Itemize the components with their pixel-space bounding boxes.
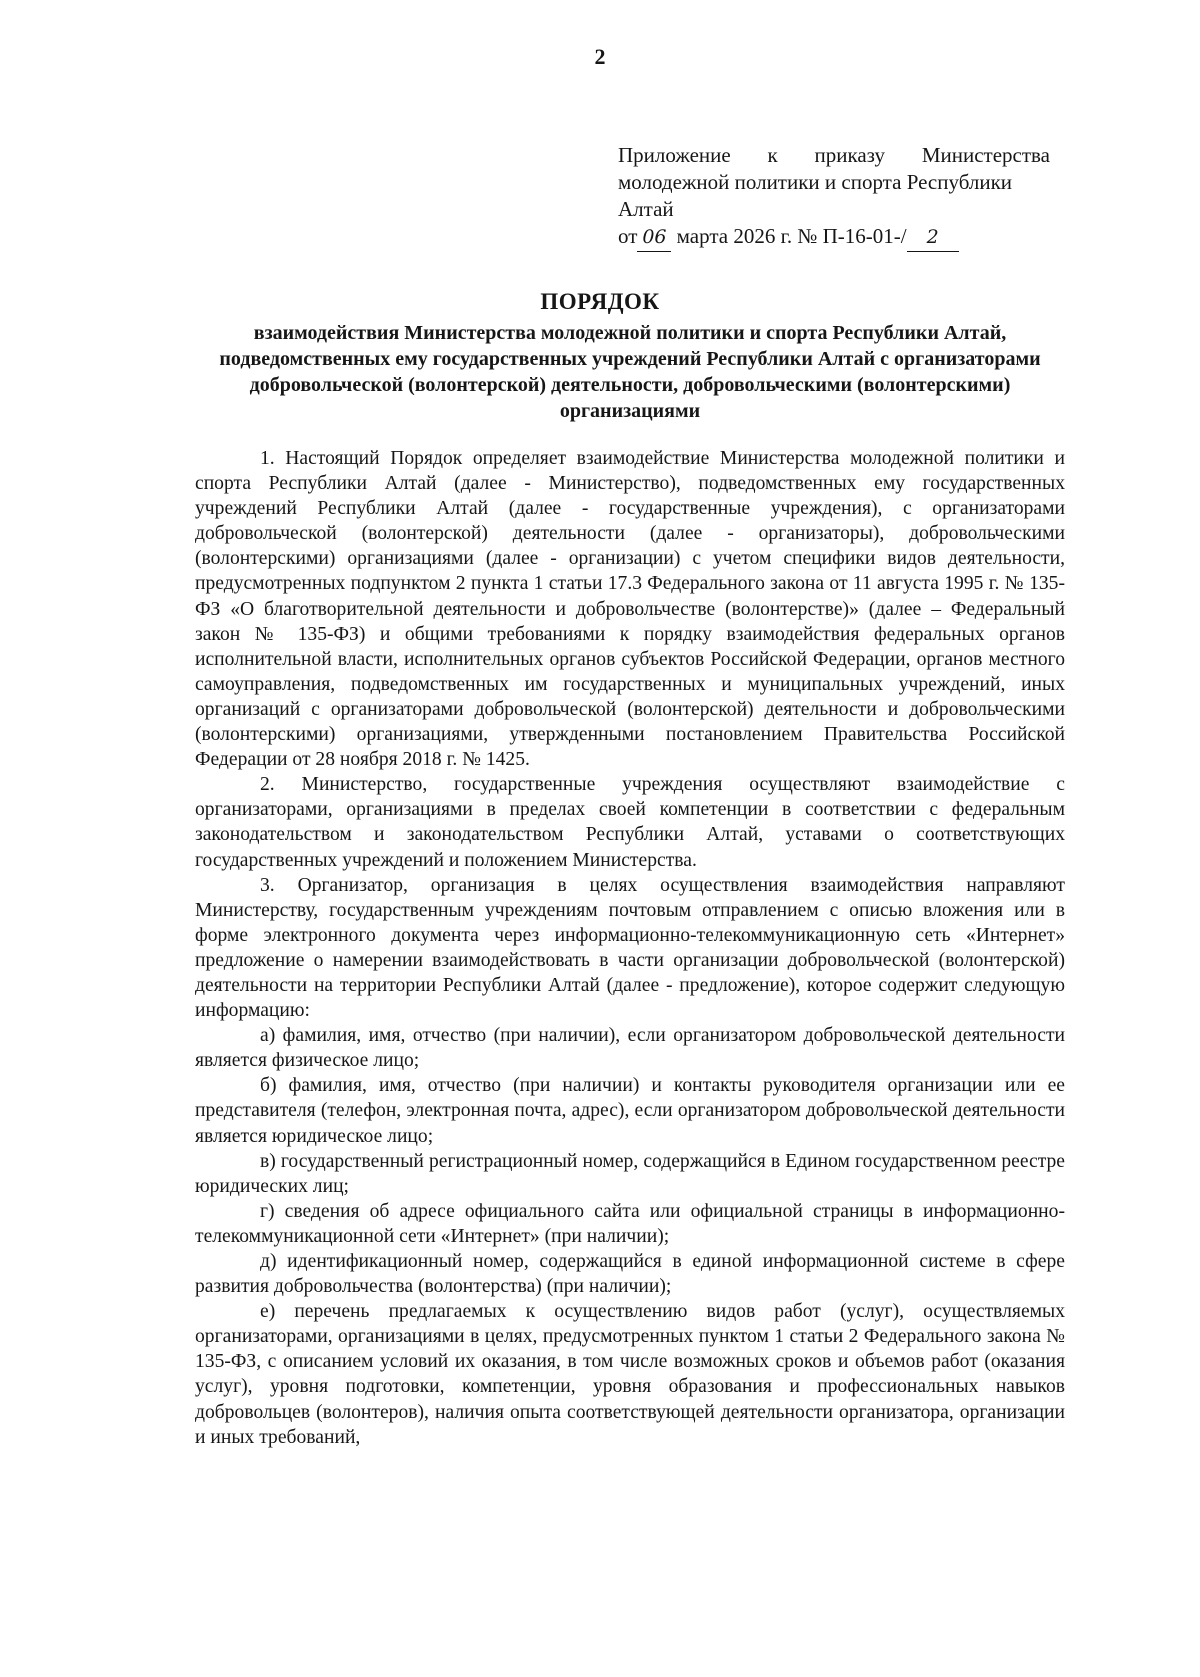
document-title: ПОРЯДОК [540,289,660,314]
paragraph-3: 3. Организатор, организация в целях осуществления взаимодействия направляют Министерству, государственным учреждениям почтовым отправлением с описью вложения или в форме электронного документа через информационно-телекоммуникационную сеть «Интернет» предложение о намерении взаимодействовать в части организации добровольческой (волонтерской) деятельности на территории Республики Алтай (далее - предложение), которое содержит следующую информацию: [195,874,1065,1022]
appendix-date-middle: марта 2026 г. № П-16-01-/ [676,224,907,248]
paragraph-3f: е) перечень предлагаемых к осуществлению видов работ (услуг), осуществляемых организаторами, организациями в целях, предусмотренных пунктом 1 статьи 2 Федерального закона № 135-ФЗ, с описанием условий их оказания, в том числе возможных сроков и объемов работ (оказания услуг), уровня подготовки, компетенции, уровня образования и профессиональных навыков добровольцев (волонтеров), наличия опыта соответствующей деятельности организатора, организации и иных требований, [195,1301,1065,1448]
paragraph-3b: б) фамилия, имя, отчество (при наличии) и контакты руководителя организации или ее представителя (телефон, электронная почта, адрес), если организатором добровольческой деятельности является юридическое лицо; [195,1075,1065,1147]
paragraph-1: 1. Настоящий Порядок определяет взаимодействие Министерства молодежной политики и спорта Республики Алтай (далее - Министерство), подведомственных ему государственных учреждений Республики Алтай (далее - государственные учреждения), с организаторами добровольческой (волонтерской) деятельности (далее - организаторы), добровольческими (волонтерскими) организациями (далее - организации) с учетом специфики видов деятельности, предусмотренных подпунктом 2 пункта 1 статьи 17.3 Федерального закона от 11 августа 1995 г. № 135-ФЗ «О благотворительной деятельности и добровольчестве (волонтерстве)» (далее – Федеральный закон № 135-ФЗ) и общими требованиями к порядку взаимодействия федеральных органов исполнительной власти, исполнительных органов субъектов Российской Федерации, органов местного самоуправления, подведомственных им государственных и муниципальных учреждений, иных организаций с организаторами добровольческой (волонтерской) деятельности и добровольческими (волонтерскими) организациями, утвержденными постановлением Правительства Российской Федерации от 28 ноября 2018 г. № 1425. [195,448,1065,771]
appendix-block [618,142,1050,252]
paragraph-3a: а) фамилия, имя, отчество (при наличии), если организатором добровольческой деятельности является физическое лицо; [195,1025,1065,1072]
appendix-order-number: 2 [907,224,959,252]
page-number: 2 [594,44,606,69]
paragraph-3e: д) идентификационный номер, содержащийся в единой информационной системе в сфере развития добровольчества (волонтерства) (при наличии); [195,1251,1065,1298]
appendix-line-3: Алтай [618,197,674,221]
document-body [195,446,1065,1450]
appendix-line-1: Приложение к приказу Министерства [618,143,1050,167]
appendix-date-line [618,223,1050,252]
paragraph-3d: г) сведения об адресе официального сайта или официальной страницы в информационно-телекоммуникационной сети «Интернет» (при наличии); [195,1200,1065,1247]
appendix-date-day: 06 [637,224,671,252]
appendix-date-prefix: от [618,224,638,248]
paragraph-3c: в) государственный регистрационный номер, содержащийся в Едином государственном реестре юридических лиц; [195,1150,1065,1197]
document-subtitle: взаимодействия Министерства молодежной политики и спорта Республики Алтай, подведомственных ему государственных учреждений Республики Алтай с организаторами добровольческой (волонтерской) деятельности, добровольческими (волонтерскими) организациями [219,322,1041,422]
appendix-line-2: молодежной политики и спорта Республики [618,170,1013,194]
paragraph-2: 2. Министерство, государственные учреждения осуществляют взаимодействие с организаторами, организациями в пределах своей компетенции в соответствии с федеральным законодательством и законодательством Республики Алтай, уставами о соответствующих государственных учреждений и положением Министерства. [195,774,1065,871]
